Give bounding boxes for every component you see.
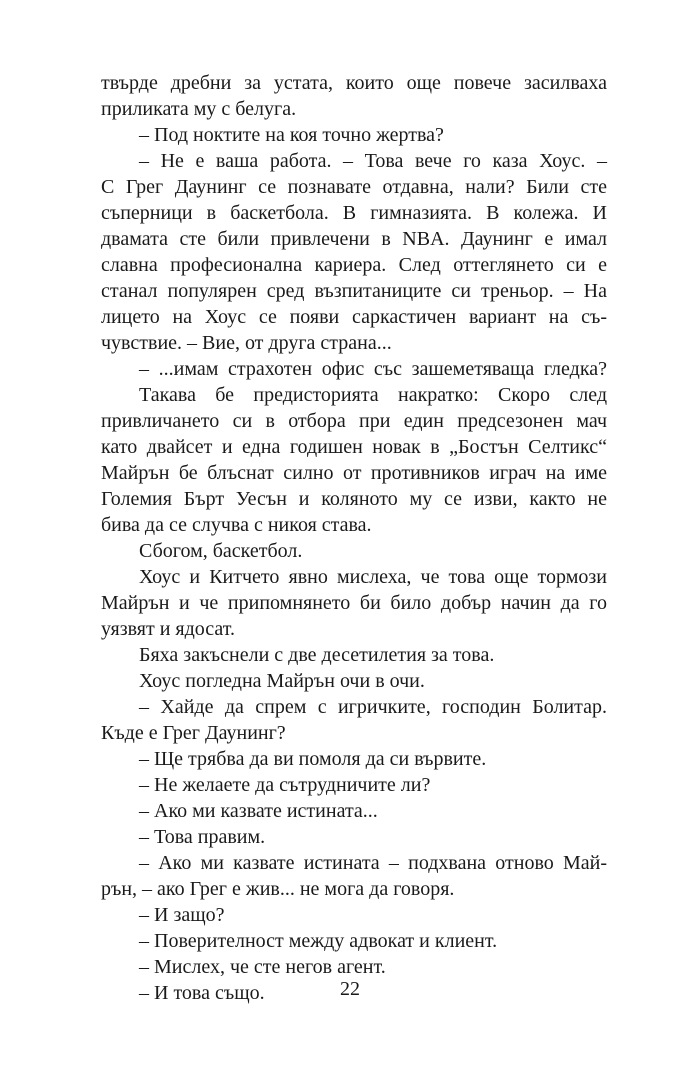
- text-line: Бяха закъснели с две десетилетия за това.: [139, 644, 495, 666]
- text-line: приликата му с белуга.: [101, 98, 297, 120]
- text-line: рън, – ако Грег е жив... не мога да говоря.: [101, 878, 455, 900]
- text-line: – Не желаете да сътрудничите ли?: [139, 774, 431, 796]
- text-line: – Ще трябва да ви помоля да си вървите.: [139, 748, 487, 770]
- text-line: – Не е ваша работа. – Това вече го каза Хоус. –: [139, 150, 607, 172]
- text-line: бива да се случва с никоя става.: [101, 514, 372, 536]
- page-number: 22: [340, 978, 360, 1000]
- text-line: Майрън бе блъснат силно от противников играч на име: [101, 462, 607, 484]
- text-line: – Това правим.: [139, 826, 266, 848]
- text-line: Такава бе предисторията накратко: Скоро след: [139, 384, 607, 406]
- text-line: – Поверителност между адвокат и клиент.: [139, 930, 498, 952]
- text-line: – Под ноктите на коя точно жертва?: [139, 124, 444, 146]
- text-line: – Мислех, че сте негов агент.: [139, 956, 386, 978]
- text-line: – И това също.: [139, 982, 265, 1004]
- text-line: привличането си в отбора при един предсезонен мач: [101, 410, 607, 432]
- text-line: – Ако ми казвате истината...: [139, 800, 378, 822]
- text-line: като двайсет и една годишен новак в „Бостън Селтикс“: [101, 436, 607, 458]
- text-line: С Грег Даунинг се познавате отдавна, нали? Били сте: [101, 176, 607, 198]
- text-line: твърде дребни за устата, които още повече засилваха: [101, 72, 607, 94]
- text-line: – Хайде да спрем с игричките, господин Болитар.: [139, 696, 607, 718]
- text-line: чувствие. – Вие, от друга страна...: [101, 332, 392, 354]
- text-line: Майрън и че припомнянето би било добър начин да го: [101, 592, 607, 614]
- text-line: уязвят и ядосат.: [101, 618, 236, 640]
- text-line: – ...имам страхотен офис със зашеметяваща гледка?: [139, 358, 607, 380]
- text-line: съперници в баскетбола. В гимназията. В колежа. И: [101, 202, 607, 224]
- text-line: Големия Бърт Уесън и коляното му се изви, както не: [101, 488, 607, 510]
- text-line: славна професионална кариера. След оттеглянето си е: [101, 254, 607, 276]
- text-line: станал популярен сред възпитаниците си треньор. – На: [101, 280, 607, 302]
- text-line: лицето на Хоус се появи саркастичен вариант на съ-: [101, 306, 607, 328]
- text-line: Хоус и Китчето явно мислеха, че това още тормози: [139, 566, 607, 588]
- text-line: Сбогом, баскетбол.: [139, 540, 303, 562]
- text-line: двамата сте били привлечени в NBA. Даунинг е имал: [101, 228, 607, 250]
- text-line: Къде е Грег Даунинг?: [101, 722, 286, 744]
- text-line: – Ако ми казвате истината – подхвана отново Май-: [139, 852, 607, 874]
- text-line: – И защо?: [139, 904, 225, 926]
- text-line: Хоус погледна Майрън очи в очи.: [139, 670, 425, 692]
